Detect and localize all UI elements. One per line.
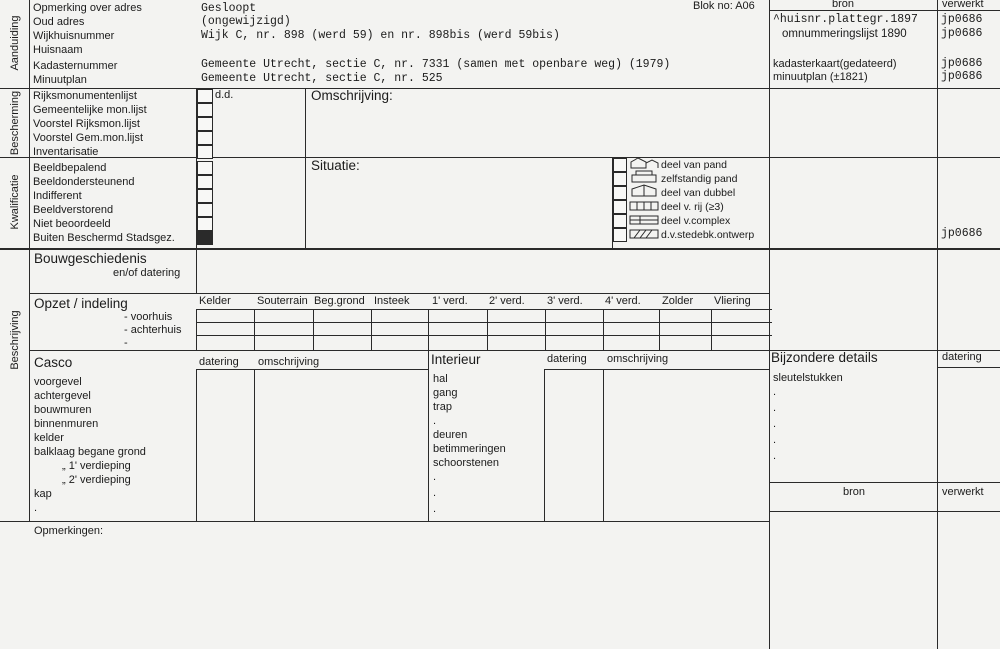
kwalificatie-item: Niet beoordeeld <box>33 218 111 230</box>
datering-label: en/of datering <box>113 267 181 279</box>
header-verwerkt: verwerkt <box>942 0 984 10</box>
situatie-checkbox[interactable] <box>613 214 627 228</box>
label-opmerking-adres: Opmerking over adres <box>33 2 142 14</box>
kwalificatie-item: Indifferent <box>33 190 82 202</box>
situatie-checkbox[interactable] <box>613 172 627 186</box>
bescherming-checkbox[interactable] <box>197 89 213 103</box>
label-kadasternummer: Kadasternummer <box>33 60 118 72</box>
dd-label: d.d. <box>215 89 234 101</box>
kwalificatie-item: Beeldverstorend <box>33 204 114 216</box>
casco-item: binnenmuren <box>34 418 99 430</box>
col-4-verd: 4' verd. <box>605 295 641 307</box>
verwerkt-1: jp0686 <box>941 27 983 40</box>
situatie-heading: Situatie: <box>311 158 360 173</box>
section-bescherming: Bescherming <box>9 90 21 156</box>
bijzondere-bron-header: bron <box>843 486 866 498</box>
bijzondere-heading: Bijzondere details <box>771 350 878 365</box>
bijzondere-verwerkt-header: verwerkt <box>942 486 984 498</box>
casco-item: „ 2' verdieping <box>62 474 131 486</box>
kwalificatie-checkbox[interactable] <box>197 203 213 217</box>
interieur-item: betimmeringen <box>433 443 506 455</box>
situatie-option: deel v.complex <box>661 215 731 227</box>
bescherming-item: Voorstel Rijksmon.lijst <box>33 118 140 130</box>
situatie-checkbox[interactable] <box>613 200 627 214</box>
header-bron: bron <box>832 0 855 10</box>
interieur-item: schoorstenen <box>433 457 500 469</box>
casco-item: . <box>34 502 38 514</box>
interieur-omschrijving-header: omschrijving <box>607 353 669 365</box>
opmerkingen-label: Opmerkingen: <box>34 525 104 537</box>
interieur-item: . <box>433 471 437 483</box>
section-kwalificatie: Kwalificatie <box>9 174 21 230</box>
label-wijkhuisnummer: Wijkhuisnummer <box>33 30 115 42</box>
bron-omnummeringslijst: omnummeringslijst 1890 <box>782 28 907 40</box>
bijzondere-item: . <box>773 402 777 414</box>
bijzondere-item: . <box>773 418 777 430</box>
value-opmerking-adres: Gesloopt <box>201 2 257 15</box>
bescherming-item: Voorstel Gem.mon.lijst <box>33 132 144 144</box>
bijzondere-item: sleutelstukken <box>773 372 843 384</box>
bescherming-item: Inventarisatie <box>33 146 99 158</box>
kwalificatie-item: Buiten Beschermd Stadsgez. <box>33 232 175 244</box>
col-insteek: Insteek <box>374 295 410 307</box>
interieur-item: deuren <box>433 429 468 441</box>
verwerkt-0: jp0686 <box>941 13 983 26</box>
col-1-verd: 1' verd. <box>432 295 468 307</box>
kwalificatie-checkbox[interactable] <box>197 217 213 231</box>
interieur-item: . <box>433 503 437 515</box>
kwalificatie-item: Beeldondersteunend <box>33 176 135 188</box>
kwalificatie-verwerkt: jp0686 <box>941 227 983 240</box>
situatie-checkbox[interactable] <box>613 158 627 172</box>
verwerkt-4: jp0686 <box>941 70 983 83</box>
label-oud-adres: Oud adres <box>33 16 85 28</box>
casco-omschrijving-header: omschrijving <box>258 356 320 368</box>
section-beschrijving: Beschrijving <box>9 310 21 370</box>
situatie-checkbox[interactable] <box>613 228 627 242</box>
building-types-icon <box>628 157 660 245</box>
value-kadasternummer: Gemeente Utrecht, sectie C, nr. 7331 (samen met openbare weg) (1979) <box>201 58 671 71</box>
bijzondere-item: . <box>773 450 777 462</box>
situatie-option: deel v. rij (≥3) <box>661 201 724 213</box>
label-huisnaam: Huisnaam <box>33 44 83 56</box>
situatie-option: deel van dubbel <box>661 187 736 199</box>
col-zolder: Zolder <box>662 295 694 307</box>
col-2-verd: 2' verd. <box>489 295 525 307</box>
label-minuutplan: Minuutplan <box>33 74 87 86</box>
col-3-verd: 3' verd. <box>547 295 583 307</box>
casco-item: balklaag begane grond <box>34 446 146 458</box>
interieur-item: . <box>433 487 437 499</box>
kwalificatie-checkbox[interactable] <box>197 161 213 175</box>
casco-heading: Casco <box>34 355 73 370</box>
situatie-option: zelfstandig pand <box>661 173 738 185</box>
row-achterhuis: - achterhuis <box>124 324 182 336</box>
bescherming-item: Rijksmonumentenlijst <box>33 90 137 102</box>
interieur-heading: Interieur <box>431 352 481 367</box>
kwalificatie-checkbox-checked[interactable] <box>197 231 213 245</box>
opzet-heading: Opzet / indeling <box>34 296 128 311</box>
interieur-item: hal <box>433 373 448 385</box>
col-kelder: Kelder <box>199 295 231 307</box>
bijzondere-item: . <box>773 386 777 398</box>
situatie-option: d.v.stedebk.ontwerp <box>661 229 755 241</box>
bescherming-checkbox[interactable] <box>197 145 213 159</box>
section-aanduiding: Aanduiding <box>9 15 21 71</box>
value-oud-adres: (ongewijzigd) <box>201 15 291 28</box>
bescherming-checkbox[interactable] <box>197 117 213 131</box>
bron-minuutplan: minuutplan (±1821) <box>773 71 868 83</box>
kwalificatie-checkbox[interactable] <box>197 175 213 189</box>
bescherming-checkbox[interactable] <box>197 103 213 117</box>
casco-item: bouwmuren <box>34 404 92 416</box>
casco-item: „ 1' verdieping <box>62 460 131 472</box>
casco-item: kelder <box>34 432 64 444</box>
bron-kadasterkaart: kadasterkaart(gedateerd) <box>773 58 897 70</box>
casco-datering-header: datering <box>199 356 239 368</box>
kwalificatie-item: Beeldbepalend <box>33 162 107 174</box>
row-extra: - <box>124 337 128 349</box>
omschrijving-heading: Omschrijving: <box>311 88 393 103</box>
col-souterrain: Souterrain <box>257 295 308 307</box>
interieur-datering-header: datering <box>547 353 587 365</box>
bescherming-item: Gemeentelijke mon.lijst <box>33 104 147 116</box>
casco-item: kap <box>34 488 52 500</box>
blok-number: Blok no: A06 <box>693 0 755 12</box>
interieur-item: gang <box>433 387 458 399</box>
casco-item: voorgevel <box>34 376 82 388</box>
verwerkt-3: jp0686 <box>941 57 983 70</box>
interieur-item: trap <box>433 401 452 413</box>
bron-huisnr-plattegrond: ^huisnr.plattegr.1897 <box>773 13 918 26</box>
situatie-option: deel van pand <box>661 159 727 171</box>
value-minuutplan: Gemeente Utrecht, sectie C, nr. 525 <box>201 72 443 85</box>
kwalificatie-checkbox[interactable] <box>197 189 213 203</box>
bescherming-checkbox[interactable] <box>197 131 213 145</box>
bijzondere-datering-header: datering <box>942 351 982 363</box>
interieur-item: . <box>433 415 437 427</box>
col-vliering: Vliering <box>714 295 751 307</box>
casco-item: achtergevel <box>34 390 91 402</box>
col-beg-grond: Beg.grond <box>314 295 365 307</box>
bijzondere-item: . <box>773 434 777 446</box>
bouwgeschiedenis-heading: Bouwgeschiedenis <box>34 251 147 266</box>
row-voorhuis: - voorhuis <box>124 311 173 323</box>
value-wijkhuisnummer: Wijk C, nr. 898 (werd 59) en nr. 898bis (werd 59bis) <box>201 29 560 42</box>
situatie-checkbox[interactable] <box>613 186 627 200</box>
